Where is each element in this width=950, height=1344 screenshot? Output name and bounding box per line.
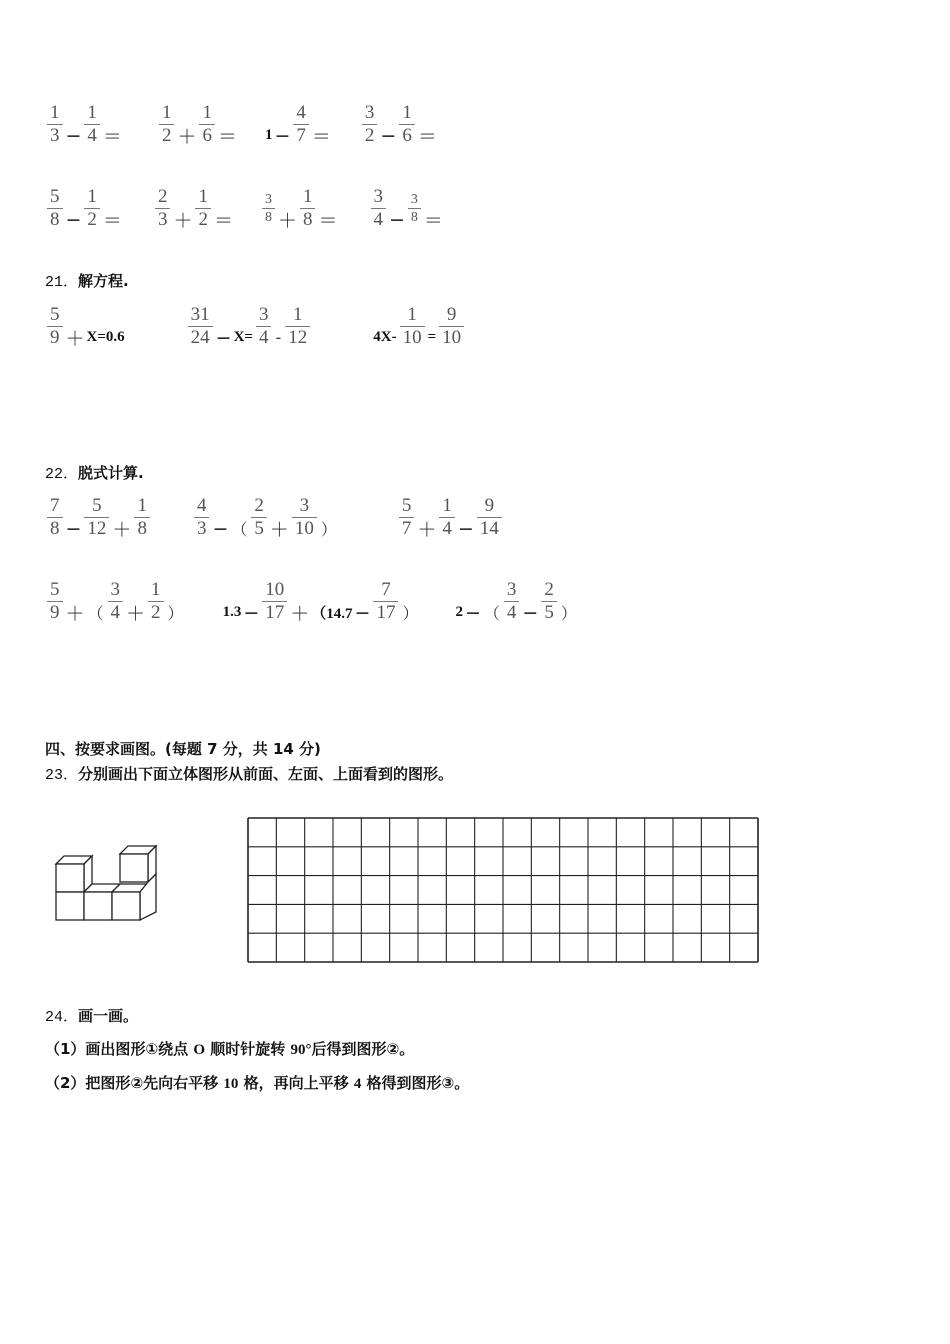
operator: ＋ — [126, 603, 146, 625]
fraction — [399, 495, 415, 540]
fraction — [47, 102, 63, 147]
math-expression — [186, 304, 313, 349]
cube-face — [112, 892, 140, 920]
operator: ＝ — [318, 210, 338, 232]
operator: − — [215, 326, 232, 349]
numerator: 1 — [87, 102, 97, 123]
fraction — [262, 579, 287, 624]
denominator: 5 — [251, 517, 267, 540]
expression-text: （ — [231, 520, 248, 539]
fraction — [199, 102, 215, 147]
operator: ＋ — [290, 603, 310, 625]
numerator: 10 — [265, 579, 285, 600]
operator: − — [354, 601, 371, 624]
calc-row-2 — [45, 577, 579, 626]
denominator: 17 — [262, 601, 287, 624]
operator: ＋ — [417, 519, 437, 541]
numerator: 5 — [401, 495, 412, 516]
math-expression — [264, 100, 332, 149]
numerator: 2 — [254, 495, 264, 516]
fraction — [188, 304, 213, 349]
operator: ＝ — [102, 210, 122, 232]
operator: − — [464, 601, 481, 624]
numerator: 1 — [402, 102, 412, 123]
numerator: 1 — [50, 102, 60, 123]
operator: ＝ — [423, 210, 443, 232]
operator: ＋ — [173, 210, 193, 232]
question-title: 分别画出下面立体图形从前面、左面、上面看到的图形。 — [78, 765, 454, 783]
fraction — [439, 304, 464, 349]
exercise-row-1 — [45, 100, 438, 149]
fraction — [108, 579, 124, 624]
numerator: 5 — [50, 304, 60, 325]
fraction — [285, 304, 310, 349]
question-title: 解方程. — [78, 272, 129, 290]
numerator: 3 — [264, 192, 272, 207]
operator: ＝ — [217, 126, 237, 148]
expression-text: X= — [233, 329, 253, 345]
operator: − — [522, 601, 539, 624]
fraction — [373, 579, 398, 624]
numerator: 1 — [407, 304, 417, 325]
fraction — [439, 495, 455, 540]
numerator: 3 — [110, 579, 121, 600]
cube-face — [84, 892, 112, 920]
question-title: 脱式计算. — [78, 464, 144, 482]
question-22 — [45, 462, 144, 483]
numerator: 1 — [137, 495, 147, 516]
expression-text: 4X- — [373, 329, 397, 345]
fraction — [194, 495, 210, 540]
denominator: 7 — [293, 124, 309, 147]
denominator: 4 — [256, 326, 272, 349]
numerator: 7 — [50, 495, 60, 516]
fraction — [47, 186, 63, 231]
denominator: 4 — [504, 601, 520, 624]
fraction — [47, 495, 63, 540]
operator: ＋ — [65, 328, 85, 350]
operator: − — [243, 601, 260, 624]
fraction — [148, 579, 164, 624]
fraction — [195, 186, 211, 231]
numerator: 9 — [484, 495, 495, 516]
fraction — [300, 186, 316, 231]
denominator: 9 — [47, 326, 63, 349]
math-expression — [157, 100, 238, 149]
denominator: 14 — [477, 517, 502, 540]
numerator: 4 — [296, 102, 306, 123]
question-number: 23． — [45, 767, 79, 784]
numerator: 3 — [258, 304, 269, 325]
question-23 — [45, 763, 453, 784]
math-expression — [45, 184, 123, 233]
math-expression — [45, 100, 123, 149]
denominator: 6 — [399, 124, 415, 147]
operator: ＝ — [213, 210, 233, 232]
math-expression — [360, 100, 438, 149]
denominator: 6 — [199, 124, 215, 147]
numerator: 4 — [196, 495, 207, 516]
denominator: 2 — [148, 601, 164, 624]
operator: ＋ — [112, 519, 132, 541]
denominator: 8 — [300, 208, 316, 231]
denominator: 2 — [159, 124, 175, 147]
denominator: 10 — [400, 326, 425, 349]
operator: − — [380, 124, 397, 147]
fraction — [84, 102, 100, 147]
fraction — [84, 186, 100, 231]
numerator: 1 — [293, 304, 303, 325]
denominator: 5 — [541, 601, 557, 624]
math-expression — [45, 493, 152, 542]
fraction — [504, 579, 520, 624]
fraction — [408, 191, 421, 226]
cube-face — [120, 854, 148, 882]
fraction — [541, 579, 557, 624]
question-24-part-2: （2）把图形②先向右平移 10 格，再向上平移 4 格得到图形③。 — [45, 1074, 470, 1092]
numerator: 5 — [92, 495, 102, 516]
numerator: 5 — [50, 579, 60, 600]
denominator: 8 — [408, 208, 421, 226]
denominator: 8 — [47, 208, 63, 231]
calc-row-1 — [45, 493, 504, 542]
operator: ＋ — [269, 519, 289, 541]
section-4-heading: 四、按要求画图。(每题 7 分，共 14 分) — [45, 740, 321, 758]
fraction — [362, 102, 378, 147]
cube-face — [56, 864, 84, 892]
operator: − — [274, 124, 291, 147]
question-24-part-1: （1）画出图形①绕点 O 顺时针旋转 90°后得到图形②。 — [45, 1040, 415, 1058]
numerator: 7 — [381, 579, 391, 600]
numerator: 2 — [157, 186, 168, 207]
denominator: 7 — [399, 517, 415, 540]
fraction — [399, 102, 415, 147]
denominator: 2 — [362, 124, 378, 147]
operator: ＋ — [177, 126, 197, 148]
question-number: 21． — [45, 274, 79, 291]
question-title: 画一画。 — [78, 1007, 139, 1025]
fraction — [262, 191, 275, 226]
operator: − — [65, 208, 82, 231]
denominator: 4 — [371, 208, 387, 231]
question-number: 24． — [45, 1009, 79, 1026]
expression-text: （14.7 — [311, 606, 353, 622]
exercise-row-2 — [45, 184, 444, 233]
fraction — [371, 186, 387, 231]
fraction — [292, 495, 317, 540]
fraction — [47, 304, 63, 349]
math-expression — [45, 302, 126, 351]
fraction — [293, 102, 309, 147]
cube-face — [56, 892, 84, 920]
numerator: 3 — [506, 579, 517, 600]
denominator: 8 — [134, 517, 150, 540]
expression-text: 1 — [264, 127, 273, 143]
numerator: 2 — [544, 579, 554, 600]
denominator: 2 — [195, 208, 211, 231]
denominator: 9 — [47, 601, 63, 624]
denominator: 3 — [155, 208, 171, 231]
numerator: 1 — [87, 186, 97, 207]
denominator: 8 — [262, 208, 275, 226]
expression-text: 2 — [455, 604, 463, 620]
numerator: 1 — [161, 102, 172, 123]
math-expression — [397, 493, 504, 542]
numerator: 5 — [50, 186, 60, 207]
numerator: 1 — [198, 186, 208, 207]
expression-text: - — [275, 328, 282, 347]
operator: − — [457, 517, 474, 540]
denominator: 10 — [292, 517, 317, 540]
numerator: 1 — [202, 102, 212, 123]
fraction — [134, 495, 150, 540]
expression-text: ） — [560, 604, 577, 623]
numerator: 3 — [299, 495, 310, 516]
question-number: 22． — [45, 466, 79, 483]
math-expression — [45, 577, 186, 626]
operator: ＝ — [102, 126, 122, 148]
denominator: 4 — [439, 517, 455, 540]
operator: − — [65, 124, 82, 147]
expression-text: ） — [167, 604, 184, 623]
numerator: 1 — [302, 186, 313, 207]
numerator: 1 — [151, 579, 161, 600]
denominator: 3 — [47, 124, 63, 147]
math-expression — [222, 577, 421, 626]
expression-text: X=0.6 — [86, 329, 125, 345]
math-expression — [192, 493, 339, 542]
numerator: 31 — [190, 304, 210, 325]
denominator: 17 — [373, 601, 398, 624]
operator: ＝ — [311, 126, 331, 148]
equation-row — [45, 302, 466, 351]
numerator: 1 — [442, 495, 452, 516]
question-21 — [45, 270, 129, 291]
operator: − — [212, 517, 229, 540]
operator: − — [389, 208, 405, 231]
fraction — [159, 102, 175, 147]
denominator: 8 — [47, 517, 63, 540]
expression-text: ） — [320, 520, 337, 539]
fraction — [47, 579, 63, 624]
math-expression — [260, 184, 339, 233]
denominator: 24 — [188, 326, 213, 349]
fraction — [84, 495, 109, 540]
math-expression — [372, 304, 466, 349]
math-expression — [153, 184, 234, 233]
expression-text: （ — [483, 604, 500, 623]
numerator: 3 — [410, 192, 418, 207]
expression-text: 1.3 — [222, 604, 242, 620]
operator: ＋ — [65, 603, 85, 625]
denominator: 12 — [285, 326, 310, 349]
cube-stack-figure — [50, 842, 170, 926]
expression-text: （ — [87, 604, 104, 623]
expression-text: = — [427, 329, 437, 345]
numerator: 3 — [364, 102, 375, 123]
fraction — [400, 304, 425, 349]
operator: − — [65, 517, 82, 540]
numerator: 3 — [373, 186, 383, 207]
denominator: 4 — [84, 124, 100, 147]
denominator: 2 — [84, 208, 100, 231]
denominator: 3 — [194, 517, 210, 540]
drawing-grid[interactable] — [247, 817, 759, 963]
fraction — [251, 495, 267, 540]
denominator: 10 — [439, 326, 464, 349]
denominator: 4 — [108, 601, 124, 624]
operator: ＝ — [417, 126, 437, 148]
math-expression — [454, 579, 578, 624]
fraction — [256, 304, 272, 349]
math-expression — [369, 184, 444, 233]
question-24 — [45, 1005, 138, 1026]
fraction — [155, 186, 171, 231]
numerator: 9 — [446, 304, 457, 325]
operator: ＋ — [277, 210, 297, 232]
denominator: 12 — [84, 517, 109, 540]
fraction — [477, 495, 502, 540]
expression-text: ） — [402, 604, 419, 623]
